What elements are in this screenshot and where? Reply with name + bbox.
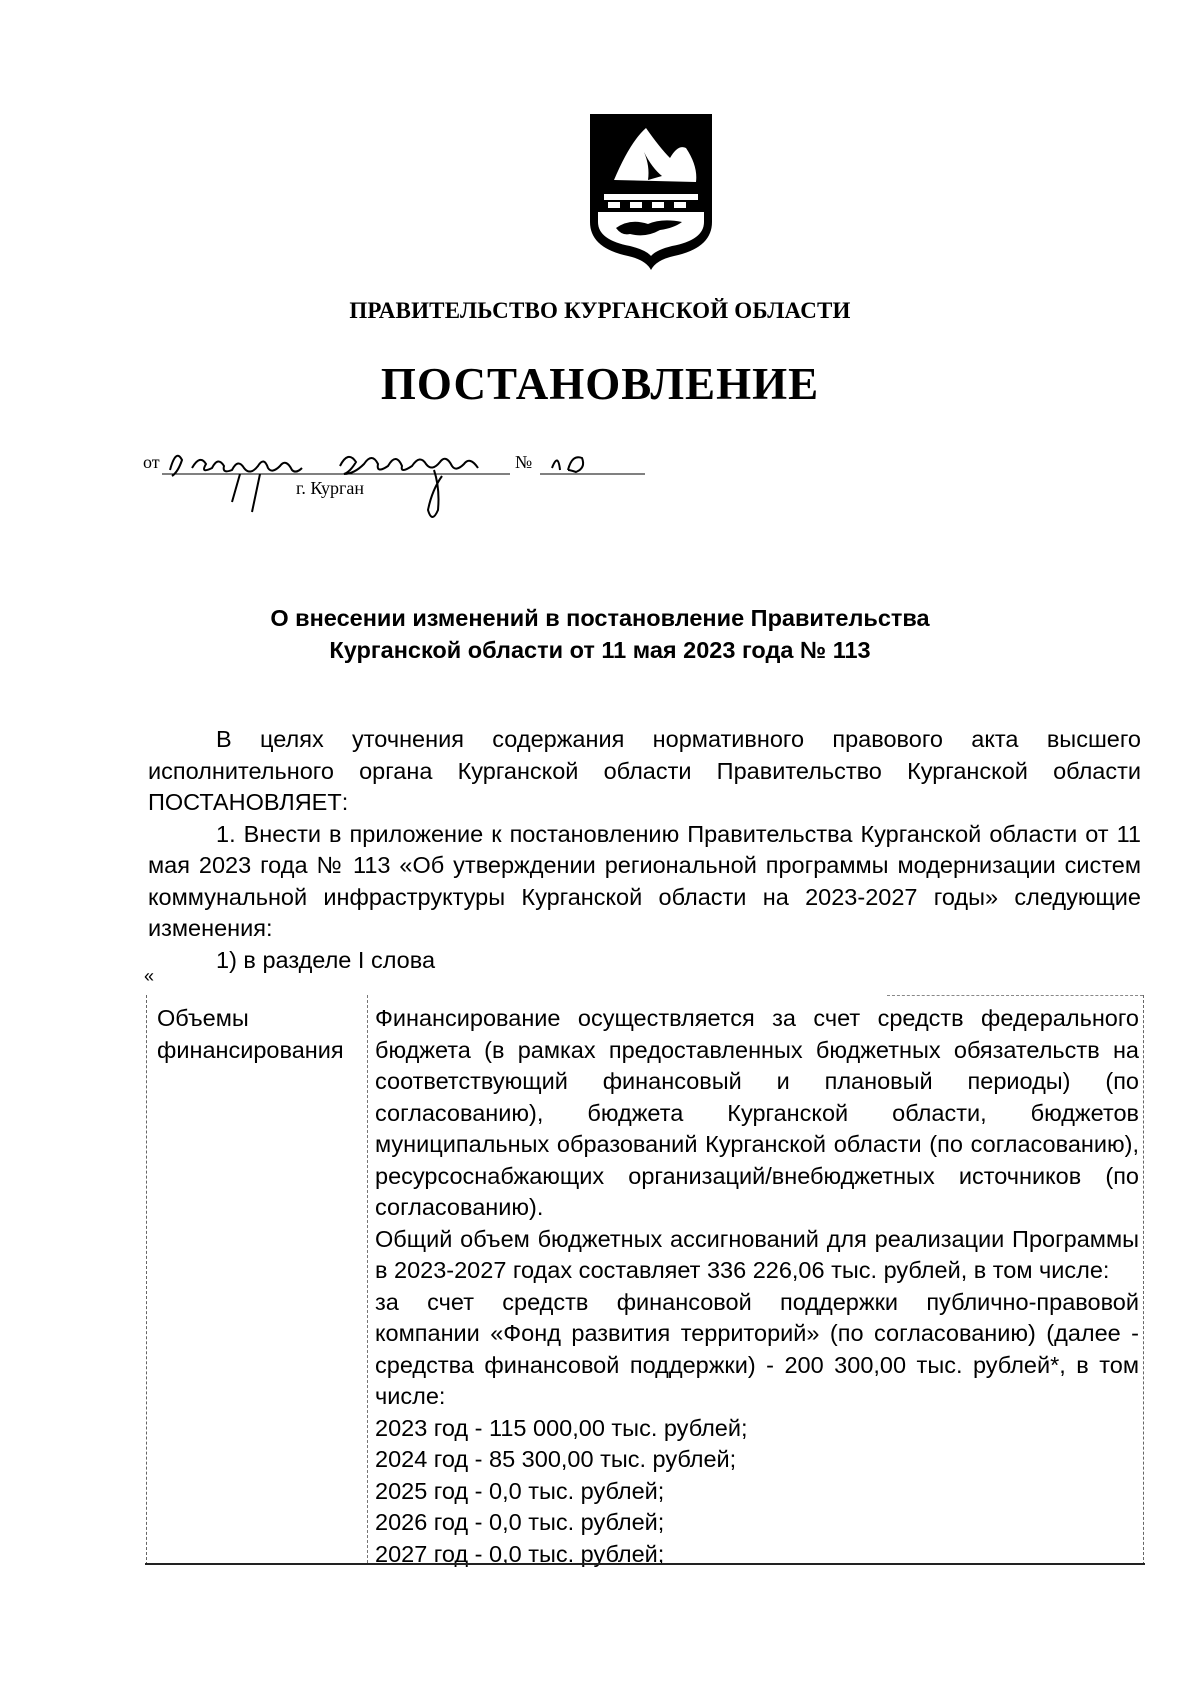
opening-quote-mark: « bbox=[144, 966, 155, 986]
body-paragraph-3: 1) в разделе I слова bbox=[216, 946, 436, 973]
table-content-cell bbox=[375, 1003, 1139, 1570]
number-prefix: № bbox=[515, 452, 533, 472]
body-paragraph-2: 1. Внести в приложение к постановлению Правительства Курганской области от 11 мая 2023 года № 113 «Об утверждении региональной программы модернизации систем коммунальной инфраструктуры Курганской области на 2023-2027 годы» следующие изменения: bbox=[148, 820, 1141, 941]
title-line-2: Курганской области от 11 мая 2023 года № 113 bbox=[329, 637, 871, 663]
table-label-cell: Объемы финансирования bbox=[157, 1005, 344, 1063]
year-line: 2027 год - 0,0 тыс. рублей; bbox=[375, 1540, 665, 1567]
coat-of-arms-emblem bbox=[586, 110, 716, 272]
document-type-heading: ПОСТАНОВЛЕНИЕ bbox=[380, 359, 820, 409]
year-line: 2026 год - 0,0 тыс. рублей; bbox=[375, 1509, 665, 1535]
table-bottom-rule bbox=[145, 1563, 1145, 1565]
registration-line bbox=[140, 440, 660, 530]
financing-table bbox=[146, 995, 1144, 1565]
document-body bbox=[148, 724, 1141, 976]
table-top-rule bbox=[887, 995, 1143, 996]
handwritten-date-signature bbox=[140, 440, 660, 530]
year-line: 2025 год - 0,0 тыс. рублей; bbox=[375, 1477, 665, 1504]
date-prefix: от bbox=[143, 452, 160, 472]
fund-support-paragraph: за счет средств финансовой поддержки публично-правовой компании «Фонд развития территорий» (по согласованию) (далее - средства финансовой поддержки) - 200 300,00 тыс. рублей*, в том числе: bbox=[375, 1288, 1139, 1409]
total-budget-paragraph: Общий объем бюджетных ассигнований для реализации Программы в 2023-2027 годах составляет 336 226,06 тыс. рублей, в том числе: bbox=[375, 1225, 1139, 1283]
year-line: 2024 год - 85 300,00 тыс. рублей; bbox=[375, 1446, 737, 1472]
city-label: г. Курган bbox=[296, 478, 365, 498]
government-name: ПРАВИТЕЛЬСТВО КУРГАНСКОЙ ОБЛАСТИ bbox=[349, 298, 851, 323]
title-line-1: О внесении изменений в постановление Правительства bbox=[270, 605, 930, 631]
financing-sources-paragraph: Финансирование осуществляется за счет средств федерального бюджета (в рамках предоставленных бюджетных обязательств на соответствующий финансовый и плановый периоды) (по согласованию), бюджета Курганской области, бюджетов муниципальных образований Курганской области (по согласованию), ресурсоснабжающих организаций/внебюджетных источников (по согласованию). bbox=[375, 1005, 1139, 1220]
body-paragraph-1: В целях уточнения содержания нормативного правового акта высшего исполнительного органа Курганской области Правительство Курганской области ПОСТАНОВЛЯЕТ: bbox=[148, 726, 1141, 815]
year-line: 2023 год - 115 000,00 тыс. рублей; bbox=[375, 1414, 748, 1441]
document-title bbox=[0, 602, 1200, 666]
kurgan-region-coat-of-arms-icon bbox=[586, 110, 716, 272]
table-column-divider bbox=[367, 995, 368, 1563]
